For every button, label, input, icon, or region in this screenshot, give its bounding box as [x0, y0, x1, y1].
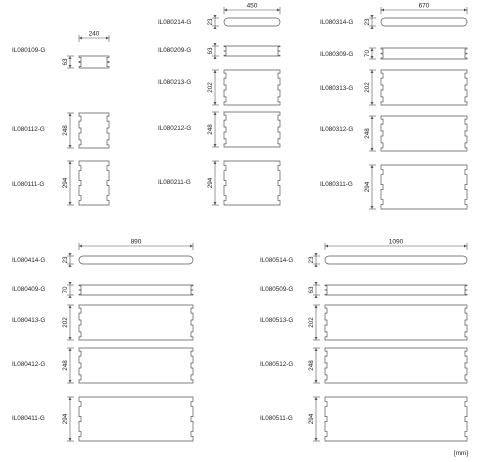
height-dimension-label: 23 [207, 18, 214, 26]
arrow-head-down [315, 380, 318, 383]
part-code-label: IL080109-G [12, 47, 46, 54]
part-code-label: IL080512-G [260, 361, 294, 368]
panel-outline [381, 48, 467, 59]
panel-row [158, 70, 280, 105]
arrow-head-left [381, 9, 384, 12]
arrow-head-down [214, 202, 217, 205]
arrow-head-down [69, 337, 72, 340]
height-dimension-label: 294 [62, 413, 69, 425]
arrow-head-down [315, 253, 318, 256]
panel-outline [79, 285, 193, 295]
height-dimension-label: 248 [364, 128, 371, 139]
width-dimension-label: 240 [88, 30, 100, 38]
panel-row [12, 253, 193, 267]
panel-outline [224, 18, 280, 26]
panel-group [158, 3, 280, 206]
panel-outline [325, 256, 467, 264]
panel-outline [79, 305, 193, 340]
arrow-head-right [106, 37, 109, 40]
part-code-label: IL080514-G [260, 257, 294, 264]
part-code-label: IL080412-G [12, 361, 46, 368]
arrow-head-up [69, 348, 72, 351]
arrow-head-down [69, 202, 72, 205]
arrow-head-down [69, 380, 72, 383]
panel-row [158, 112, 280, 147]
panel-outline [381, 116, 467, 151]
height-dimension-label: 294 [207, 177, 214, 189]
part-code-label: IL080314-G [320, 19, 354, 26]
panel-outline [381, 18, 467, 26]
width-dimension-label: 890 [130, 238, 142, 246]
arrow-head-right [277, 9, 280, 12]
arrow-head-down [371, 206, 374, 209]
arrow-head-up [69, 113, 72, 116]
part-code-label: IL080411-G [12, 415, 45, 422]
panel-row [12, 113, 109, 148]
part-code-label: IL080313-G [320, 85, 354, 92]
panel-outline [325, 285, 467, 295]
panel-row [158, 161, 280, 205]
arrow-head-up [371, 116, 374, 119]
arrow-head-up [69, 295, 72, 298]
part-code-label: IL080209-G [158, 47, 192, 54]
height-dimension-label: 202 [308, 317, 315, 328]
unit-label: [mm] [454, 450, 468, 457]
panel-outline [79, 397, 193, 441]
arrow-head-down [315, 337, 318, 340]
panel-row [12, 348, 193, 383]
arrow-head-down [214, 144, 217, 147]
arrow-head-down [214, 43, 217, 46]
panel-group [12, 239, 193, 442]
arrow-head-down [69, 438, 72, 441]
panel-row [320, 70, 467, 105]
panel-row [12, 47, 109, 68]
part-code-label: IL080513-G [260, 317, 294, 324]
arrow-head-down [371, 15, 374, 18]
arrow-head-up [315, 305, 318, 308]
part-code-label: IL080509-G [260, 286, 294, 293]
panel-row [320, 48, 467, 59]
panel-outline [224, 46, 280, 56]
arrow-head-up [371, 165, 374, 168]
arrow-head-up [214, 56, 217, 59]
panel-row [260, 397, 467, 441]
panel-row [260, 253, 467, 267]
arrow-head-left [79, 245, 82, 248]
panel-outline [224, 70, 280, 105]
arrow-head-up [214, 112, 217, 115]
height-dimension-label: 202 [62, 317, 69, 328]
part-code-label: IL080211-G [158, 179, 191, 186]
part-code-label: IL080311-G [320, 181, 353, 188]
arrow-head-down [315, 282, 318, 285]
height-dimension-label: 63 [308, 286, 315, 294]
panel-outline [79, 256, 193, 264]
panel-row [260, 282, 467, 298]
height-dimension-label: 294 [364, 181, 371, 193]
arrow-head-down [69, 282, 72, 285]
height-dimension-label: 70 [62, 286, 69, 294]
panel-outline [224, 161, 280, 205]
arrow-head-right [190, 245, 193, 248]
part-code-label: IL080214-G [158, 19, 192, 26]
panel-row [12, 397, 193, 441]
height-dimension-label: 294 [308, 413, 315, 425]
panel-group [12, 31, 109, 206]
panel-group [260, 239, 467, 442]
panel-row [260, 348, 467, 383]
panel-outline [79, 161, 109, 205]
panel-outline [381, 70, 467, 105]
arrow-head-down [315, 438, 318, 441]
width-dimension-label: 670 [418, 2, 430, 10]
panel-row [12, 282, 193, 298]
part-code-label: IL080511-G [260, 415, 293, 422]
arrow-head-left [325, 245, 328, 248]
panel-row [320, 15, 467, 29]
height-dimension-label: 294 [62, 177, 69, 189]
panel-outline [381, 165, 467, 209]
panel-row [320, 165, 467, 209]
arrow-head-left [79, 37, 82, 40]
arrow-head-up [315, 397, 318, 400]
height-dimension-label: 63 [62, 58, 69, 66]
arrow-head-down [69, 253, 72, 256]
part-code-label: IL080111-G [12, 181, 45, 188]
height-dimension-label: 248 [308, 360, 315, 371]
arrow-head-up [69, 397, 72, 400]
part-code-label: IL080213-G [158, 79, 192, 86]
part-code-label: IL080312-G [320, 126, 354, 133]
part-code-label: IL080212-G [158, 125, 192, 132]
panel-row [320, 116, 467, 151]
arrow-head-right [464, 245, 467, 248]
width-dimension-label: 1090 [388, 238, 404, 246]
height-dimension-label: 23 [308, 256, 315, 264]
height-dimension-label: 248 [207, 124, 214, 135]
arrow-head-up [69, 305, 72, 308]
panel-outline [325, 305, 467, 340]
arrow-head-up [371, 70, 374, 73]
height-dimension-label: 202 [207, 82, 214, 93]
arrow-head-down [371, 102, 374, 105]
part-code-label: IL080409-G [12, 286, 46, 293]
arrow-head-right [464, 9, 467, 12]
width-dimension-label: 450 [246, 2, 258, 10]
arrow-head-down [69, 145, 72, 148]
panel-row [158, 43, 280, 59]
height-dimension-label: 248 [62, 360, 69, 371]
panel-row [12, 161, 109, 205]
panel-row [12, 305, 193, 340]
panel-row [158, 15, 280, 29]
arrow-head-left [224, 9, 227, 12]
arrow-head-down [214, 15, 217, 18]
arrow-head-up [69, 161, 72, 164]
part-code-label: IL080413-G [12, 317, 46, 324]
height-dimension-label: 63 [207, 47, 214, 55]
height-dimension-label: 23 [62, 256, 69, 264]
part-code-label: IL080112-G [12, 126, 45, 133]
arrow-head-up [315, 295, 318, 298]
height-dimension-label: 70 [364, 49, 371, 58]
panel-outline [224, 112, 280, 147]
arrow-head-down [371, 148, 374, 151]
part-code-label: IL080414-G [12, 257, 46, 264]
panel-outline [79, 113, 109, 148]
panel-outline [325, 397, 467, 441]
panel-row [260, 305, 467, 340]
arrow-head-up [315, 348, 318, 351]
height-dimension-label: 202 [364, 82, 371, 93]
panel-outline [79, 348, 193, 383]
panel-outline [325, 348, 467, 383]
panel-outline [79, 56, 109, 68]
arrow-head-up [214, 70, 217, 73]
height-dimension-label: 248 [62, 125, 69, 136]
arrow-head-down [214, 102, 217, 105]
part-code-label: IL080309-G [320, 51, 354, 58]
panel-group [320, 3, 467, 210]
height-dimension-label: 23 [364, 18, 371, 26]
arrow-head-up [214, 161, 217, 164]
